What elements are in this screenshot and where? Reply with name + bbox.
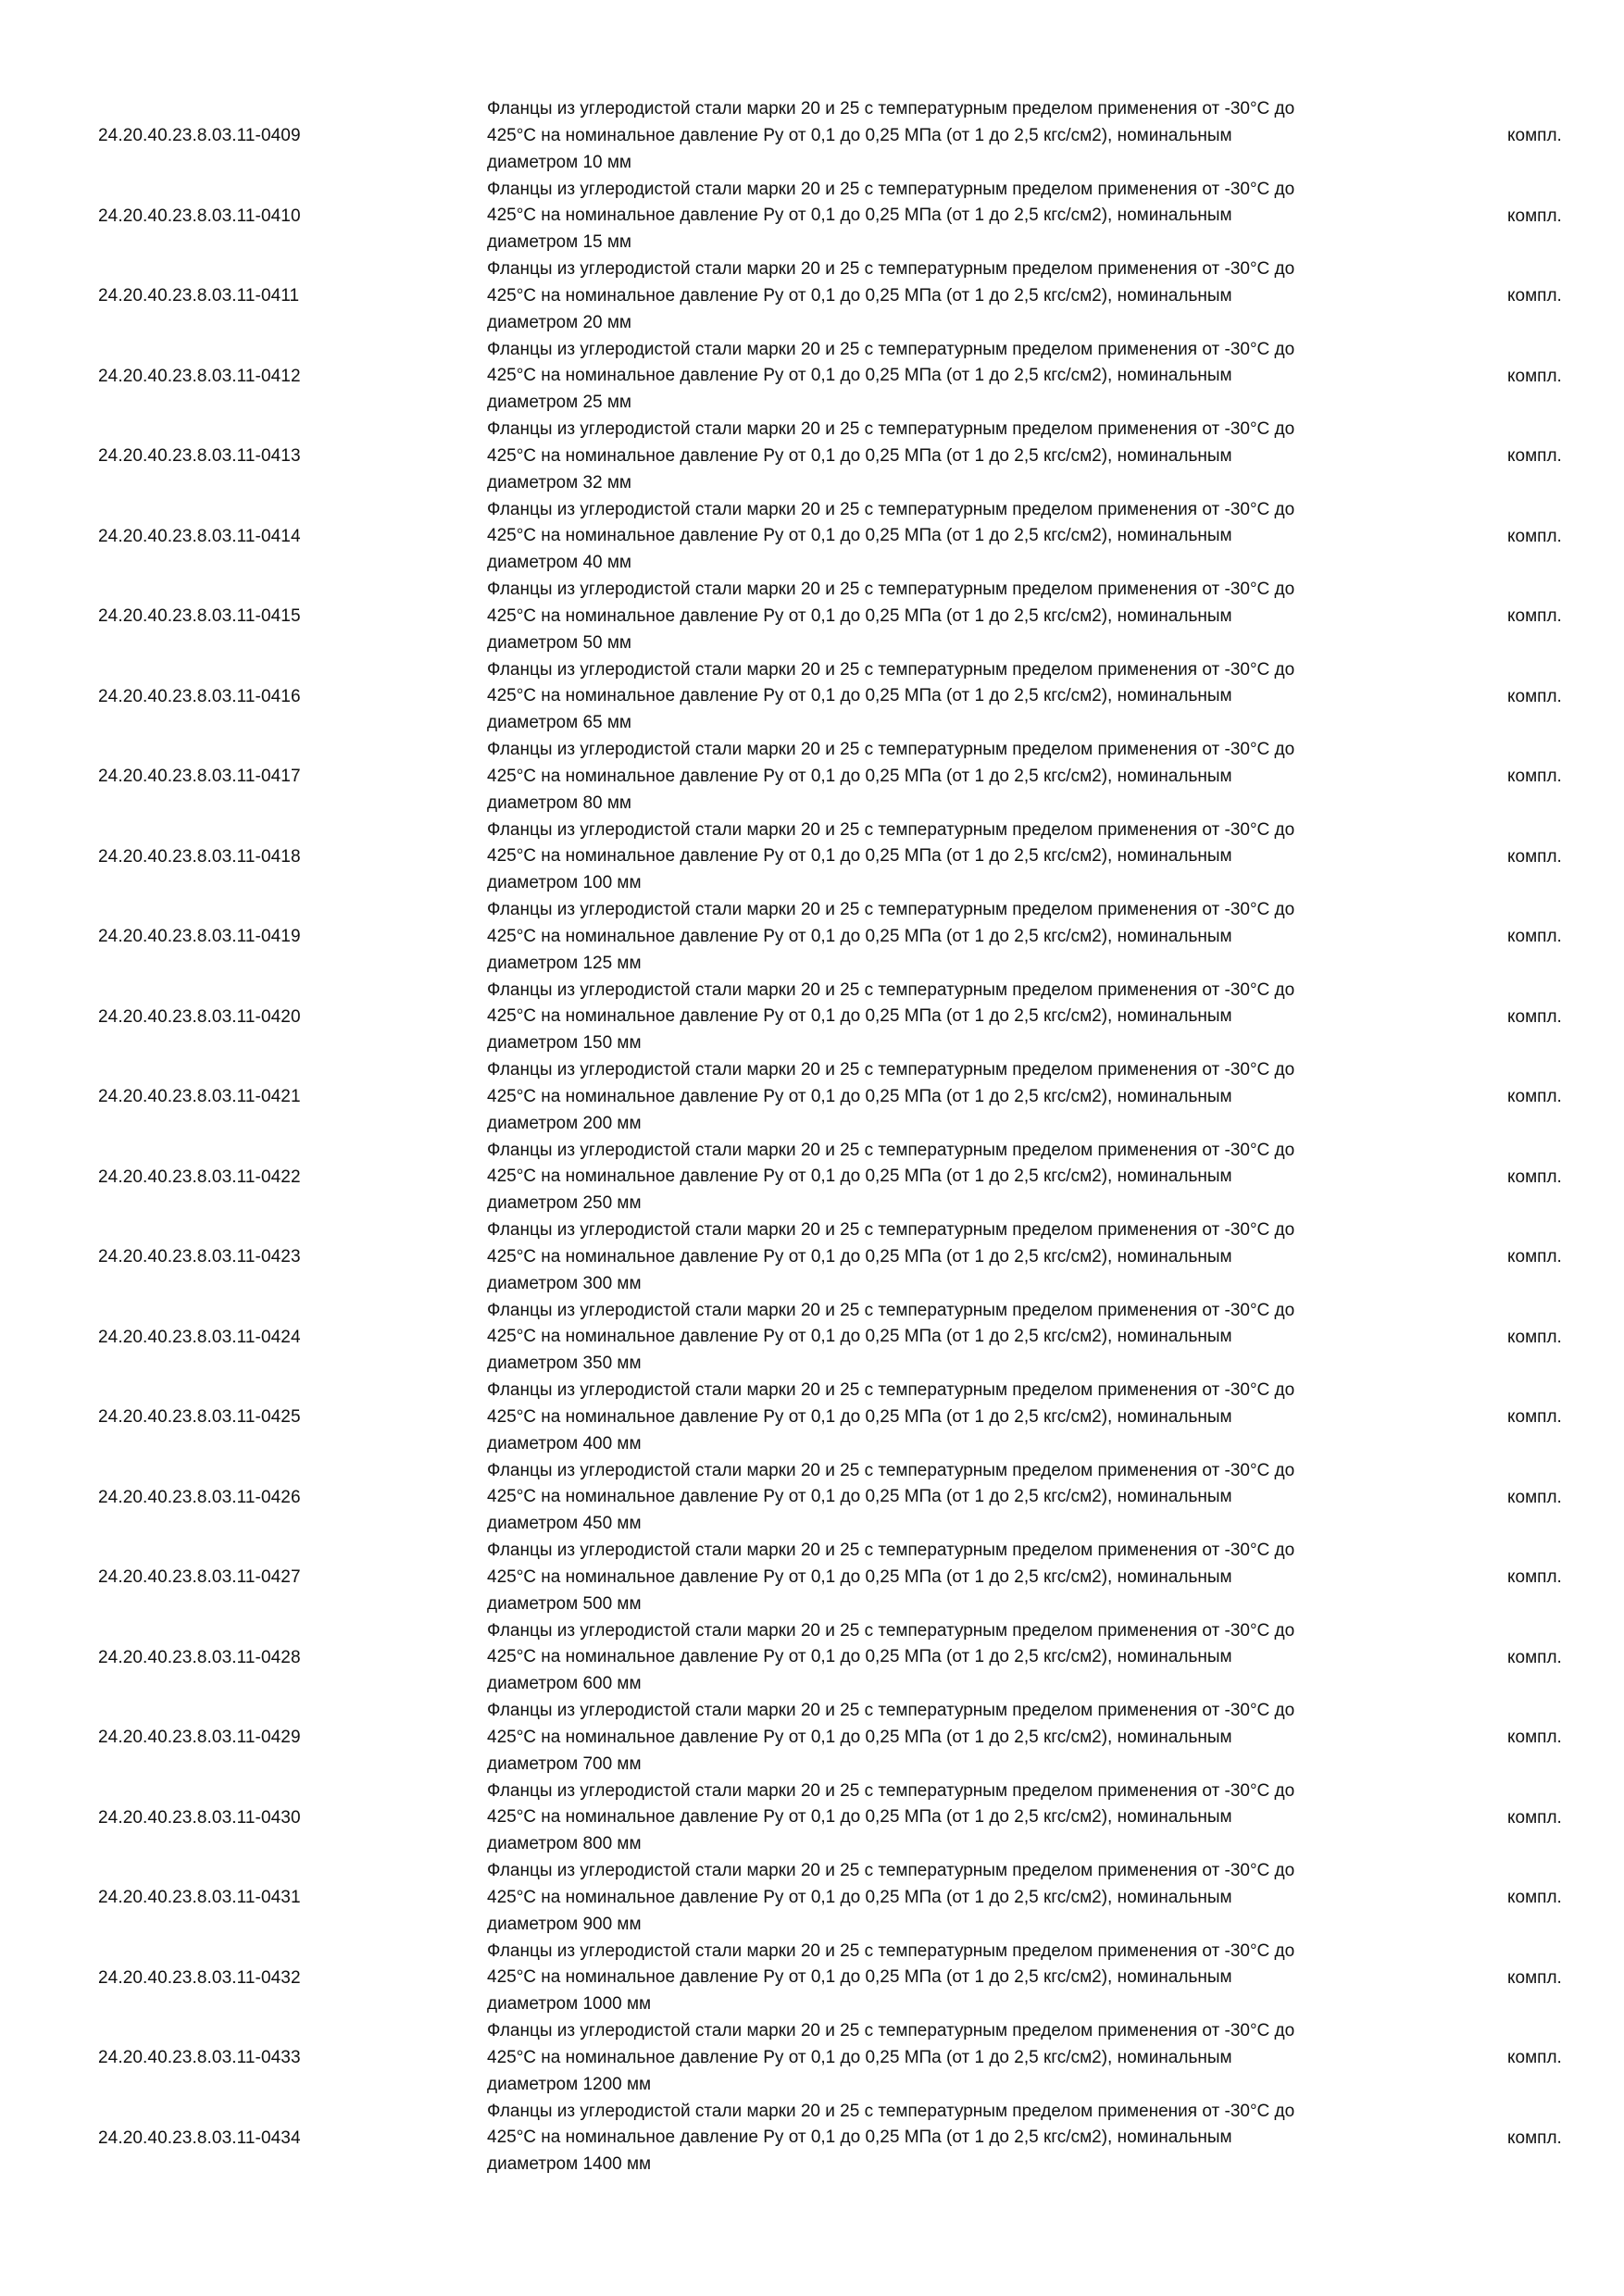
resource-description (487, 1217, 1422, 1297)
description-line: 425°С на номинальное давление Ру от 0,1 до 0,25 МПа (от 1 до 2,5 кгс/см2), номинальным (487, 1406, 1232, 1427)
description-line: Фланцы из углеродистой стали марки 20 и 25 с температурным пределом применения от -30°С до (487, 1060, 1295, 1079)
description-line: 425°С на номинальное давление Ру от 0,1 до 0,25 МПа (от 1 до 2,5 кгс/см2), номинальным (487, 766, 1232, 786)
resource-description (487, 897, 1422, 977)
description-line: 425°С на номинальное давление Ру от 0,1 до 0,25 МПа (от 1 до 2,5 кгс/см2), номинальным (487, 1167, 1232, 1187)
description-line: 425°С на номинальное давление Ру от 0,1 до 0,25 МПа (от 1 до 2,5 кгс/см2), номинальным (487, 1006, 1232, 1027)
table-row (0, 1538, 1624, 1618)
resource-description (487, 1618, 1422, 1698)
unit-of-measure: компл. (1507, 1167, 1562, 1187)
description-line: диаметром 20 мм (487, 312, 631, 332)
description-line: диаметром 500 мм (487, 1593, 642, 1614)
description-line: диаметром 1000 мм (487, 1994, 652, 2015)
description-line: 425°С на номинальное давление Ру от 0,1 до 0,25 МПа (от 1 до 2,5 кгс/см2), номинальным (487, 526, 1232, 546)
description-line: Фланцы из углеродистой стали марки 20 и 25 с температурным пределом применения от -30°С до (487, 1780, 1295, 1801)
table-row (0, 2099, 1624, 2179)
resource-description (487, 817, 1422, 897)
table-row (0, 417, 1624, 497)
resource-code: 24.20.40.23.8.03.11-0434 (98, 2128, 301, 2148)
resource-code: 24.20.40.23.8.03.11-0414 (98, 526, 301, 546)
resource-description (487, 1858, 1422, 1938)
description-line: Фланцы из углеродистой стали марки 20 и 25 с температурным пределом применения от -30°С до (487, 900, 1295, 919)
resource-description (487, 978, 1422, 1057)
description-line: Фланцы из углеродистой стали марки 20 и 25 с температурным пределом применения от -30°С до (487, 1300, 1295, 1320)
description-line: диаметром 350 мм (487, 1354, 642, 1374)
description-line: 425°С на номинальное давление Ру от 0,1 до 0,25 МПа (от 1 до 2,5 кгс/см2), номинальным (487, 2047, 1232, 2067)
resource-description (487, 737, 1422, 817)
description-line: диаметром 100 мм (487, 873, 642, 893)
description-line: Фланцы из углеродистой стали марки 20 и 25 с температурным пределом применения от -30°С до (487, 659, 1295, 680)
resource-description (487, 1778, 1422, 1858)
resource-description (487, 577, 1422, 656)
resource-description (487, 2018, 1422, 2098)
description-line: 425°С на номинальное давление Ру от 0,1 до 0,25 МПа (от 1 до 2,5 кгс/см2), номинальным (487, 1487, 1232, 1507)
table-row (0, 256, 1624, 337)
description-line: 425°С на номинальное давление Ру от 0,1 до 0,25 МПа (от 1 до 2,5 кгс/см2), номинальным (487, 206, 1232, 226)
description-line: 425°С на номинальное давление Ру от 0,1 до 0,25 МПа (от 1 до 2,5 кгс/см2), номинальным (487, 1086, 1232, 1106)
unit-of-measure: компл. (1507, 1327, 1562, 1347)
description-line: 425°С на номинальное давление Ру от 0,1 до 0,25 МПа (от 1 до 2,5 кгс/см2), номинальным (487, 926, 1232, 946)
description-line: Фланцы из углеродистой стали марки 20 и 25 с температурным пределом применения от -30°С до (487, 1940, 1295, 1961)
description-line: 425°С на номинальное давление Ру от 0,1 до 0,25 МПа (от 1 до 2,5 кгс/см2), номинальным (487, 445, 1232, 466)
price-table (0, 96, 1624, 2178)
resource-code: 24.20.40.23.8.03.11-0429 (98, 1728, 301, 1748)
description-line: диаметром 80 мм (487, 792, 631, 813)
unit-of-measure: компл. (1507, 1247, 1562, 1267)
description-line: Фланцы из углеродистой стали марки 20 и 25 с температурным пределом применения от -30°С до (487, 980, 1295, 1000)
resource-code: 24.20.40.23.8.03.11-0411 (98, 286, 300, 306)
description-line: Фланцы из углеродистой стали марки 20 и 25 с температурным пределом применения от -30°С до (487, 1701, 1295, 1720)
table-row (0, 1618, 1624, 1699)
table-row (0, 1378, 1624, 1458)
unit-of-measure: компл. (1507, 1647, 1562, 1667)
resource-description (487, 1538, 1422, 1617)
unit-of-measure: компл. (1507, 446, 1562, 467)
resource-code: 24.20.40.23.8.03.11-0428 (98, 1647, 301, 1667)
description-line: Фланцы из углеродистой стали марки 20 и 25 с температурным пределом применения от -30°С до (487, 339, 1295, 359)
resource-description (487, 1057, 1422, 1137)
description-line: диаметром 800 мм (487, 1834, 642, 1854)
resource-code: 24.20.40.23.8.03.11-0424 (98, 1327, 301, 1347)
resource-code: 24.20.40.23.8.03.11-0417 (98, 767, 301, 787)
description-line: диаметром 200 мм (487, 1113, 642, 1133)
resource-description (487, 256, 1422, 336)
description-line: Фланцы из углеродистой стали марки 20 и 25 с температурным пределом применения от -30°С до (487, 179, 1295, 199)
description-line: 425°С на номинальное давление Ру от 0,1 до 0,25 МПа (от 1 до 2,5 кгс/см2), номинальным (487, 285, 1232, 306)
unit-of-measure: компл. (1507, 1967, 1562, 1988)
description-line: 425°С на номинальное давление Ру от 0,1 до 0,25 МПа (от 1 до 2,5 кгс/см2), номинальным (487, 1887, 1232, 1907)
description-line: Фланцы из углеродистой стали марки 20 и 25 с температурным пределом применения от -30°С до (487, 580, 1295, 599)
description-line: диаметром 450 мм (487, 1514, 642, 1534)
resource-code: 24.20.40.23.8.03.11-0415 (98, 606, 301, 627)
table-row (0, 1858, 1624, 1939)
description-line: диаметром 250 мм (487, 1193, 642, 1214)
description-line: 425°С на номинальное давление Ру от 0,1 до 0,25 МПа (от 1 до 2,5 кгс/см2), номинальным (487, 1807, 1232, 1828)
resource-code: 24.20.40.23.8.03.11-0409 (98, 126, 301, 146)
resource-code: 24.20.40.23.8.03.11-0433 (98, 2048, 301, 2068)
description-line: Фланцы из углеродистой стали марки 20 и 25 с температурным пределом применения от -30°С до (487, 819, 1295, 840)
table-row (0, 1698, 1624, 1778)
description-line: диаметром 50 мм (487, 632, 631, 653)
table-row (0, 2018, 1624, 2099)
description-line: диаметром 400 мм (487, 1433, 642, 1454)
resource-description (487, 1458, 1422, 1538)
table-row (0, 1217, 1624, 1298)
resource-code: 24.20.40.23.8.03.11-0425 (98, 1407, 301, 1428)
description-line: 425°С на номинальное давление Ру от 0,1 до 0,25 МПа (от 1 до 2,5 кгс/см2), номинальным (487, 1967, 1232, 1988)
resource-code: 24.20.40.23.8.03.11-0430 (98, 1807, 301, 1828)
resource-code: 24.20.40.23.8.03.11-0426 (98, 1487, 301, 1507)
unit-of-measure: компл. (1507, 206, 1562, 226)
resource-description (487, 2099, 1422, 2178)
unit-of-measure: компл. (1507, 606, 1562, 627)
resource-code: 24.20.40.23.8.03.11-0432 (98, 1967, 301, 1988)
description-line: диаметром 900 мм (487, 1914, 642, 1934)
resource-description (487, 1298, 1422, 1378)
unit-of-measure: компл. (1507, 1567, 1562, 1588)
resource-description (487, 1698, 1422, 1778)
table-row (0, 817, 1624, 898)
description-line: 425°С на номинальное давление Ру от 0,1 до 0,25 МПа (от 1 до 2,5 кгс/см2), номинальным (487, 2128, 1232, 2148)
table-row (0, 1939, 1624, 2019)
resource-description (487, 497, 1422, 577)
description-line: 425°С на номинальное давление Ру от 0,1 до 0,25 МПа (от 1 до 2,5 кгс/см2), номинальным (487, 125, 1232, 145)
description-line: диаметром 32 мм (487, 472, 631, 493)
table-row (0, 897, 1624, 978)
table-row (0, 1458, 1624, 1539)
description-line: диаметром 10 мм (487, 152, 631, 172)
description-line: диаметром 65 мм (487, 713, 631, 733)
unit-of-measure: компл. (1507, 1807, 1562, 1828)
table-row (0, 1057, 1624, 1138)
resource-description (487, 657, 1422, 737)
description-line: Фланцы из углеродистой стали марки 20 и 25 с температурным пределом применения от -30°С до (487, 1220, 1295, 1240)
table-row (0, 657, 1624, 738)
description-line: Фланцы из углеродистой стали марки 20 и 25 с температурным пределом применения от -30°С до (487, 1140, 1295, 1160)
resource-code: 24.20.40.23.8.03.11-0413 (98, 446, 301, 467)
unit-of-measure: компл. (1507, 366, 1562, 386)
table-row (0, 1778, 1624, 1859)
resource-code: 24.20.40.23.8.03.11-0410 (98, 206, 301, 226)
description-line: 425°С на номинальное давление Ру от 0,1 до 0,25 МПа (от 1 до 2,5 кгс/см2), номинальным (487, 1566, 1232, 1587)
description-line: диаметром 1400 мм (487, 2154, 652, 2175)
unit-of-measure: компл. (1507, 1888, 1562, 1908)
table-row (0, 978, 1624, 1058)
resource-description (487, 177, 1422, 256)
description-line: диаметром 150 мм (487, 1033, 642, 1054)
description-line: диаметром 40 мм (487, 553, 631, 573)
description-line: диаметром 600 мм (487, 1674, 642, 1694)
resource-code: 24.20.40.23.8.03.11-0431 (98, 1888, 301, 1908)
description-line: диаметром 1200 мм (487, 2074, 652, 2094)
resource-code: 24.20.40.23.8.03.11-0422 (98, 1167, 301, 1187)
description-line: 425°С на номинальное давление Ру от 0,1 до 0,25 МПа (от 1 до 2,5 кгс/см2), номинальным (487, 1246, 1232, 1267)
description-line: Фланцы из углеродистой стали марки 20 и 25 с температурным пределом применения от -30°С до (487, 740, 1295, 759)
unit-of-measure: компл. (1507, 686, 1562, 706)
description-line: 425°С на номинальное давление Ру от 0,1 до 0,25 МПа (от 1 до 2,5 кгс/см2), номинальным (487, 1647, 1232, 1667)
unit-of-measure: компл. (1507, 1728, 1562, 1748)
description-line: 425°С на номинальное давление Ру от 0,1 до 0,25 МПа (от 1 до 2,5 кгс/см2), номинальным (487, 605, 1232, 626)
unit-of-measure: компл. (1507, 767, 1562, 787)
table-row (0, 1138, 1624, 1218)
description-line: Фланцы из углеродистой стали марки 20 и 25 с температурным пределом применения от -30°С до (487, 99, 1295, 119)
description-line: диаметром 700 мм (487, 1753, 642, 1774)
unit-of-measure: компл. (1507, 927, 1562, 947)
table-row (0, 337, 1624, 418)
resource-code: 24.20.40.23.8.03.11-0416 (98, 686, 301, 706)
resource-code: 24.20.40.23.8.03.11-0423 (98, 1247, 301, 1267)
description-line: Фланцы из углеродистой стали марки 20 и 25 с температурным пределом применения от -30°С до (487, 1380, 1295, 1400)
resource-code: 24.20.40.23.8.03.11-0421 (98, 1087, 301, 1107)
table-row (0, 1298, 1624, 1379)
table-row (0, 577, 1624, 657)
resource-description (487, 417, 1422, 496)
resource-description (487, 1939, 1422, 2018)
description-line: Фланцы из углеродистой стали марки 20 и 25 с температурным пределом применения от -30°С до (487, 2021, 1295, 2040)
description-line: Фланцы из углеродистой стали марки 20 и 25 с температурным пределом применения от -30°С до (487, 1620, 1295, 1641)
resource-description (487, 1378, 1422, 1457)
description-line: Фланцы из углеродистой стали марки 20 и 25 с температурным пределом применения от -30°С до (487, 1460, 1295, 1480)
description-line: 425°С на номинальное давление Ру от 0,1 до 0,25 МПа (от 1 до 2,5 кгс/см2), номинальным (487, 686, 1232, 706)
description-line: Фланцы из углеродистой стали марки 20 и 25 с температурным пределом применения от -30°С до (487, 499, 1295, 519)
unit-of-measure: компл. (1507, 2128, 1562, 2148)
unit-of-measure: компл. (1507, 526, 1562, 546)
description-line: Фланцы из углеродистой стали марки 20 и 25 с температурным пределом применения от -30°С до (487, 419, 1295, 439)
unit-of-measure: компл. (1507, 126, 1562, 146)
description-line: диаметром 15 мм (487, 232, 631, 253)
description-line: диаметром 300 мм (487, 1273, 642, 1293)
description-line: диаметром 125 мм (487, 953, 642, 973)
table-row (0, 177, 1624, 257)
resource-code: 24.20.40.23.8.03.11-0418 (98, 846, 301, 867)
resource-description (487, 337, 1422, 417)
description-line: Фланцы из углеродистой стали марки 20 и 25 с температурным пределом применения от -30°С до (487, 1541, 1295, 1560)
description-line: диаметром 25 мм (487, 393, 631, 413)
table-row (0, 497, 1624, 578)
description-line: 425°С на номинальное давление Ру от 0,1 до 0,25 МПа (от 1 до 2,5 кгс/см2), номинальным (487, 846, 1232, 867)
description-line: 425°С на номинальное давление Ру от 0,1 до 0,25 МПа (от 1 до 2,5 кгс/см2), номинальным (487, 1727, 1232, 1747)
description-line: 425°С на номинальное давление Ру от 0,1 до 0,25 МПа (от 1 до 2,5 кгс/см2), номинальным (487, 1327, 1232, 1347)
table-row (0, 737, 1624, 817)
unit-of-measure: компл. (1507, 286, 1562, 306)
resource-code: 24.20.40.23.8.03.11-0427 (98, 1567, 301, 1588)
description-line: Фланцы из углеродистой стали марки 20 и 25 с температурным пределом применения от -30°С до (487, 259, 1295, 279)
resource-description (487, 96, 1422, 176)
unit-of-measure: компл. (1507, 1006, 1562, 1027)
unit-of-measure: компл. (1507, 1087, 1562, 1107)
description-line: Фланцы из углеродистой стали марки 20 и 25 с температурным пределом применения от -30°С до (487, 1861, 1295, 1880)
resource-code: 24.20.40.23.8.03.11-0420 (98, 1006, 301, 1027)
unit-of-measure: компл. (1507, 1407, 1562, 1428)
unit-of-measure: компл. (1507, 2048, 1562, 2068)
unit-of-measure: компл. (1507, 1487, 1562, 1507)
resource-code: 24.20.40.23.8.03.11-0419 (98, 927, 301, 947)
description-line: Фланцы из углеродистой стали марки 20 и 25 с температурным пределом применения от -30°С до (487, 2101, 1295, 2121)
unit-of-measure: компл. (1507, 846, 1562, 867)
description-line: 425°С на номинальное давление Ру от 0,1 до 0,25 МПа (от 1 до 2,5 кгс/см2), номинальным (487, 366, 1232, 386)
resource-code: 24.20.40.23.8.03.11-0412 (98, 366, 301, 386)
table-row (0, 96, 1624, 177)
resource-description (487, 1138, 1422, 1217)
